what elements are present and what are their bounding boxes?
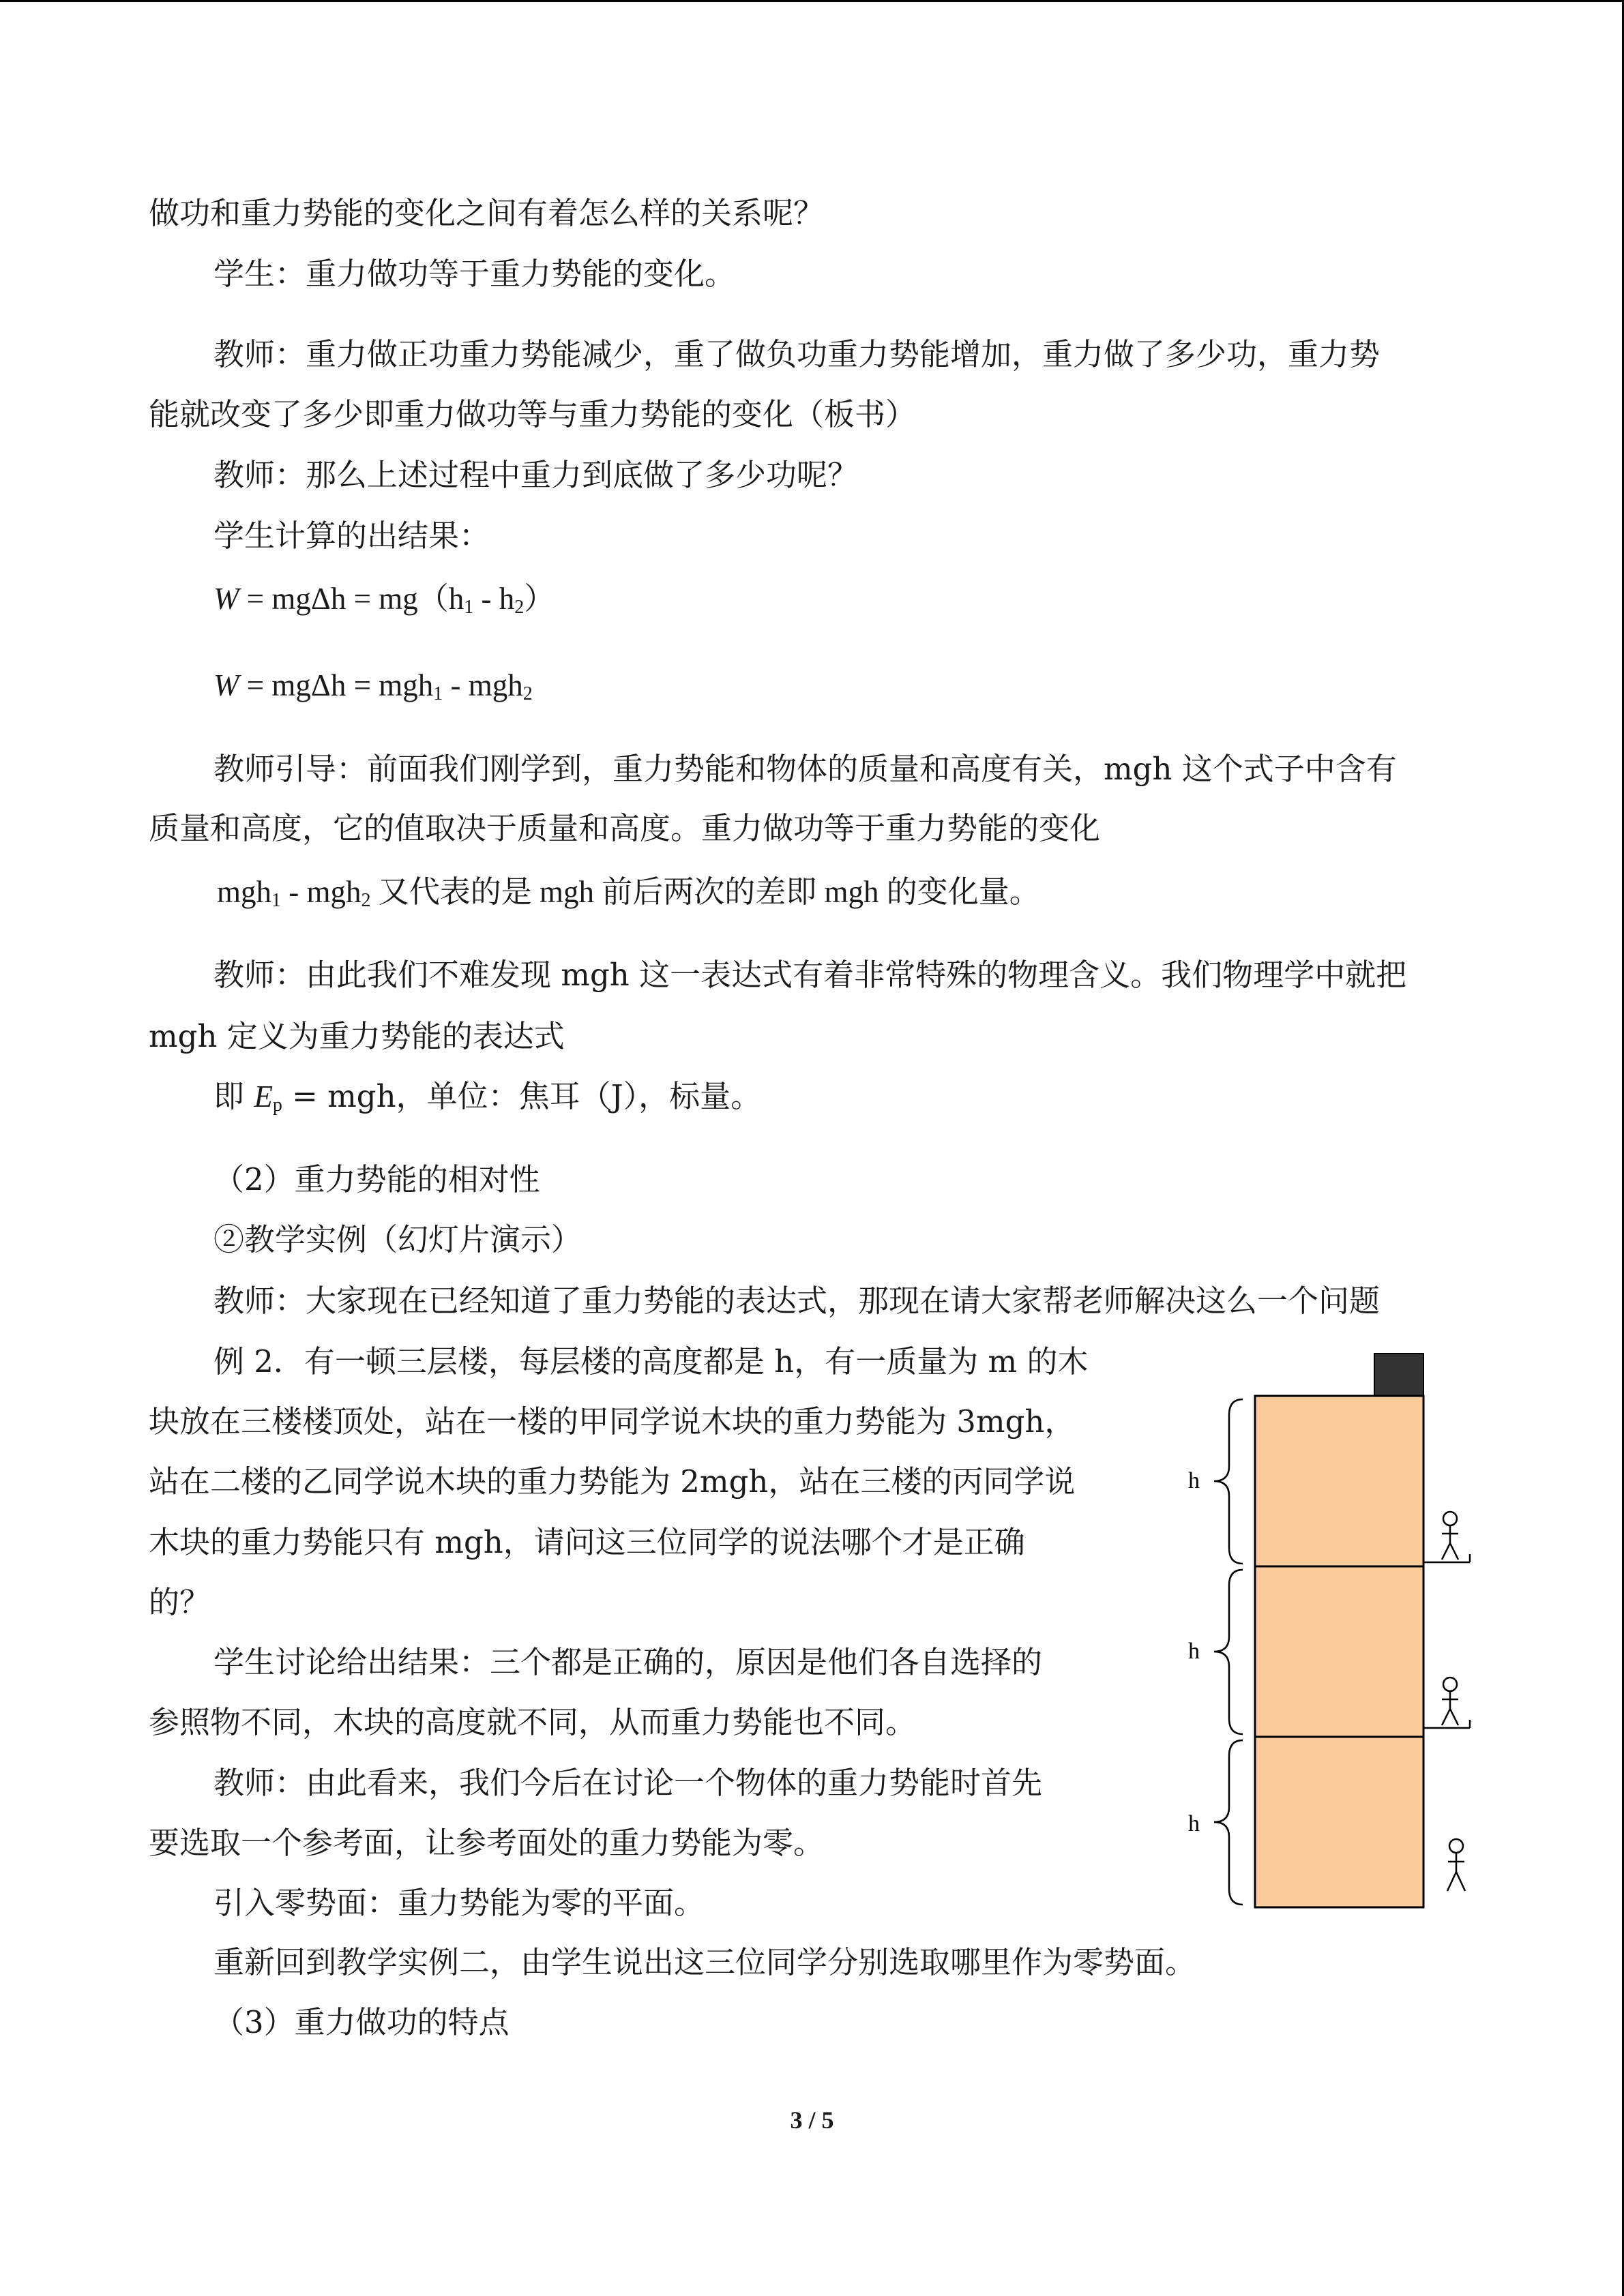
paragraph-line: 例 2．有一顿三层楼，每层楼的高度都是 h，有一质量为 m 的木: [213, 1343, 1089, 1380]
paragraph-line: 教师：大家现在已经知道了重力势能的表达式，那现在请大家帮老师解决这么一个问题: [213, 1283, 1381, 1319]
height-label: h: [1188, 1468, 1200, 1493]
page-number: 3 / 5: [790, 2106, 834, 2134]
paragraph-line: 重新回到教学实例二，由学生说出这三位同学分别选取哪里作为零势面。: [213, 1944, 1196, 1980]
equation-mgh-difference: mgh$_1$ - mgh$_2$ 又代表的是 mgh 前后两次的差即 mgh 的变化量。: [217, 875, 1040, 911]
paragraph-line: 学生计算的出结果：: [213, 518, 490, 554]
brace-floor-2: [1214, 1570, 1243, 1734]
paragraph-line: 块放在三楼楼顶处，站在一楼的甲同学说木块的重力势能为 3mgh，: [149, 1403, 1076, 1440]
paragraph-line: 木块的重力势能只有 mgh，请问这三位同学的说法哪个才是正确: [149, 1524, 1025, 1560]
paragraph-line: 教师：重力做正功重力势能减少，重了做负功重力势能增加，重力做了多少功，重力势: [213, 336, 1381, 372]
student-jia-first-floor: [1447, 1839, 1465, 1891]
floor-2: [1255, 1566, 1423, 1737]
paragraph-line: mgh 定义为重力势能的表达式: [149, 1018, 565, 1054]
paragraph-line: 教师引导：前面我们刚学到，重力势能和物体的质量和高度有关，mgh 这个式子中含有: [213, 751, 1397, 787]
paragraph-line: 教师：那么上述过程中重力到底做了多少功呢？: [213, 457, 859, 493]
paragraph-line: ②教学实例（幻灯片演示）: [213, 1221, 582, 1257]
page-border-top: [0, 0, 1624, 2]
equation-work-2: W = mgΔh = mgh$_1$ - mgh$_2$: [213, 668, 533, 704]
paragraph-line: 做功和重力势能的变化之间有着怎么样的关系呢？: [149, 195, 825, 231]
paragraph-line: 质量和高度，它的值取决于质量和高度。重力做功等于重力势能的变化: [149, 810, 1101, 846]
paragraph-line: 能就改变了多少即重力做功等与重力势能的变化（板书）: [149, 396, 917, 432]
paragraph-line: 的？: [149, 1584, 211, 1620]
paragraph-line: 要选取一个参考面，让参考面处的重力势能为零。: [149, 1825, 825, 1861]
student-yi-second-floor: [1423, 1678, 1470, 1728]
floor-1: [1255, 1737, 1423, 1907]
paragraph-line: 教师：由此看来，我们今后在讨论一个物体的重力势能时首先: [213, 1765, 1043, 1801]
three-story-building-figure: [1153, 1340, 1494, 1926]
floor-3: [1255, 1396, 1423, 1566]
paragraph-line: 引入零势面：重力势能为零的平面。: [213, 1885, 705, 1921]
paragraph-line: 学生：重力做功等于重力势能的变化。: [213, 256, 736, 292]
brace-floor-3: [1214, 1399, 1243, 1564]
section-heading: （2）重力势能的相对性: [213, 1161, 540, 1197]
student-bing-third-floor: [1423, 1512, 1470, 1562]
paragraph-line: 参照物不同，木块的高度就不同，从而重力势能也不同。: [149, 1704, 917, 1740]
equation-potential-energy: 即 $E_p$ = mgh，单位：焦耳（J），标量。: [213, 1078, 762, 1116]
section-heading: （3）重力做功的特点: [213, 2004, 510, 2040]
paragraph-line: 站在二楼的乙同学说木块的重力势能为 2mgh，站在三楼的丙同学说: [149, 1463, 1076, 1500]
paragraph-line: 学生讨论给出结果：三个都是正确的，原因是他们各自选择的: [213, 1644, 1043, 1680]
brace-floor-1: [1214, 1740, 1243, 1905]
equation-work-1: $W = mg\Delta h = mg(h_1 - h_2)$: [213, 582, 555, 618]
height-label: h: [1188, 1811, 1200, 1836]
paragraph-line: 教师：由此我们不难发现 mgh 这一表达式有着非常特殊的物理含义。我们物理学中就把: [213, 957, 1407, 993]
height-label: h: [1188, 1639, 1200, 1664]
wooden-block: [1374, 1354, 1423, 1396]
